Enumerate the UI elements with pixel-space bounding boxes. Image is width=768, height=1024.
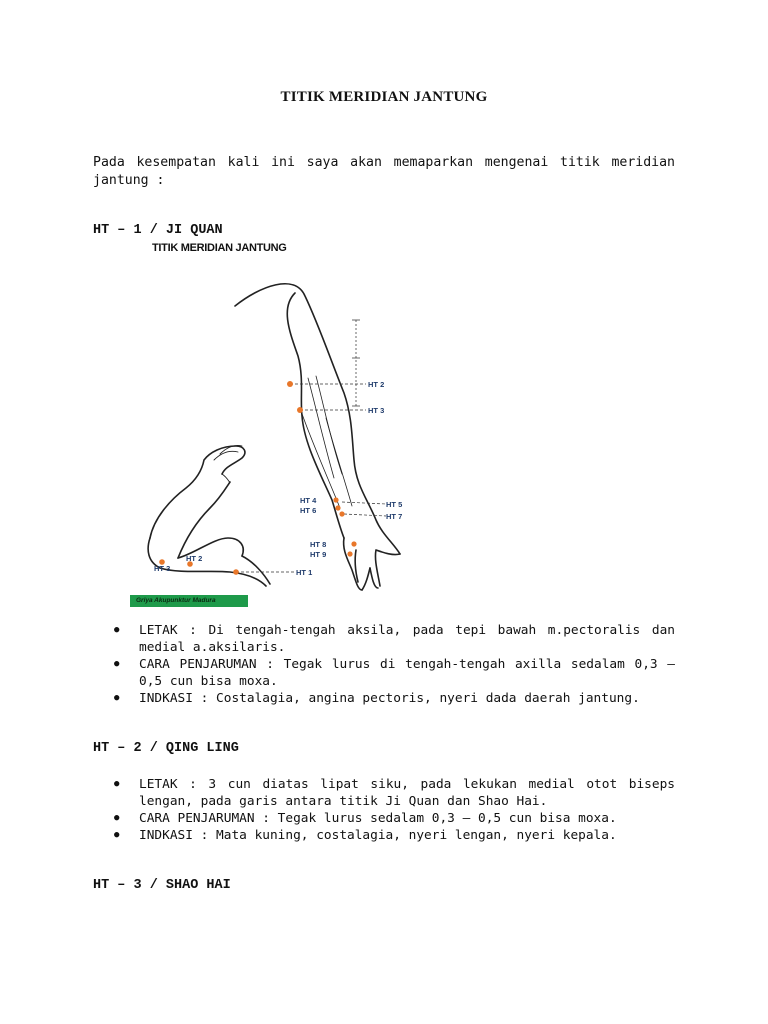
label-ht3-bent-arm: HT 3 xyxy=(154,564,171,573)
figure-credit: Griya Akupunktur Madura xyxy=(130,595,248,607)
arm-drawing xyxy=(130,238,430,610)
list-item: ● LETAK : Di tengah-tengah aksila, pada tepi bawah m.pectoralis dan medial a.aksilaris. xyxy=(93,622,675,656)
list-item: ● INDKASI : Mata kuning, costalagia, nyeri lengan, nyeri kepala. xyxy=(93,827,675,844)
section-heading-ht2: HT – 2 / QING LING xyxy=(93,741,239,756)
intro-paragraph: Pada kesempatan kali ini saya akan memaparkan mengenai titik meridian jantung : xyxy=(93,155,675,188)
label-ht2: HT 2 xyxy=(368,380,385,389)
label-ht1: HT 1 xyxy=(296,568,313,577)
figure-title: TITIK MERIDIAN JANTUNG xyxy=(152,242,287,254)
list-item: ● LETAK : 3 cun diatas lipat siku, pada lekukan medial otot biseps lengan, pada garis antara titik Ji Quan dan Shao Hai. xyxy=(93,776,675,810)
list-item: ● INDKASI : Costalagia, angina pectoris, nyeri dada daerah jantung. xyxy=(93,690,675,707)
label-ht5: HT 5 xyxy=(386,500,403,509)
label-ht2-bent-arm: HT 2 xyxy=(186,554,203,563)
label-ht4: HT 4 xyxy=(300,496,317,505)
label-ht8: HT 8 xyxy=(310,540,327,549)
label-ht3: HT 3 xyxy=(368,406,385,415)
label-ht6: HT 6 xyxy=(300,506,317,515)
ht2-bullet-list xyxy=(93,776,675,844)
section-heading-ht3: HT – 3 / SHAO HAI xyxy=(93,878,231,893)
ht1-bullet-list xyxy=(93,622,675,707)
label-ht9: HT 9 xyxy=(310,550,327,559)
label-ht7: HT 7 xyxy=(386,512,403,521)
list-item: ● CARA PENJARUMAN : Tegak lurus di tengah-tengah axilla sedalam 0,3 – 0,5 cun bisa moxa. xyxy=(93,656,675,690)
document-title: TITIK MERIDIAN JANTUNG xyxy=(280,89,488,105)
meridian-illustration xyxy=(130,238,430,610)
section-heading-ht1: HT – 1 / JI QUAN xyxy=(93,223,223,238)
list-item: ● CARA PENJARUMAN : Tegak lurus sedalam 0,3 – 0,5 cun bisa moxa. xyxy=(93,810,675,827)
